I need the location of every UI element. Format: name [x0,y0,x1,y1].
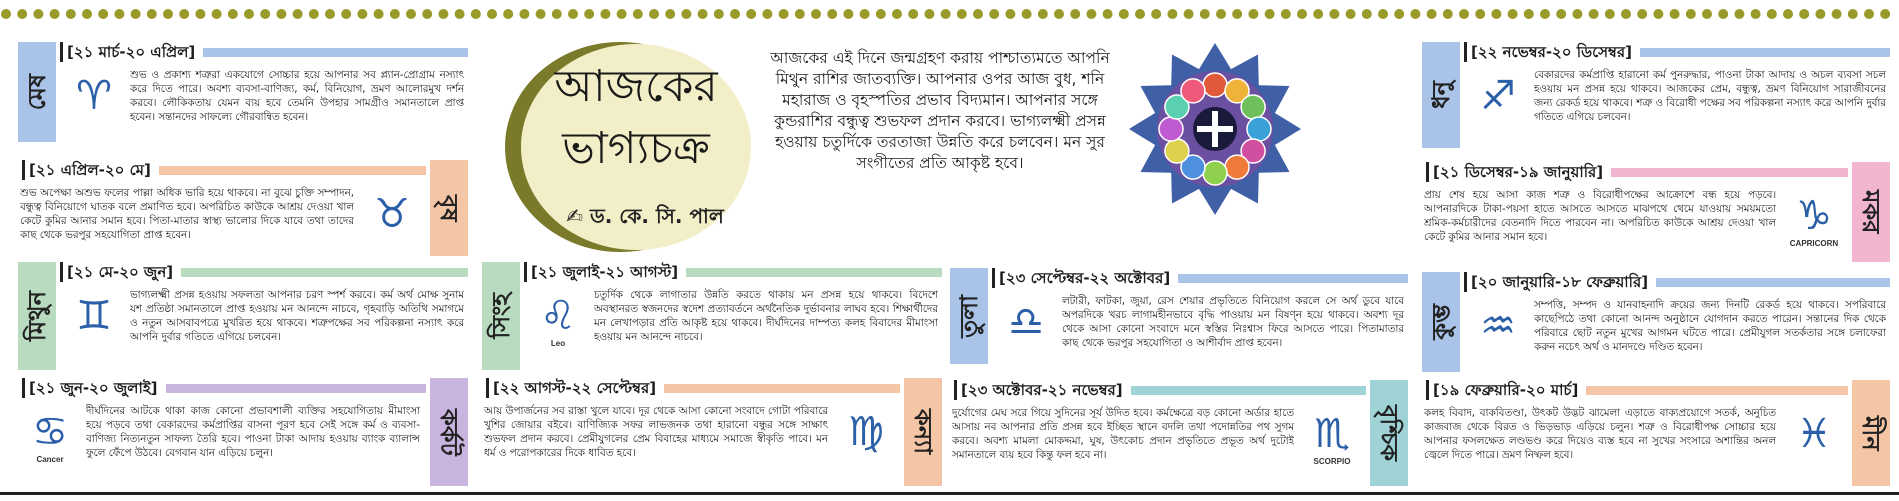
border-dot [1540,9,1550,19]
border-dot [1670,9,1680,19]
sign-forecast-text: শুভ অপেক্ষা অশুভ ফলের পাল্লা অধিক ভারি হয়ে থাকবে। না বুঝে চুক্তি সম্পাদন, বন্ধুত্ব বিনিয়োগে ঘাতক বলে প্রমাণিত হবে। অপরিচিত কাউকে আশ্রয় দেওয়া খাল কেটে কুমির আনার সমান হবে। পিতা-মাতার স্বাস্থ্য ভালোর দিকে যাবে তথা তাদের কাছ থেকে ভরপুর সহযোগিতা প্রাপ্ত হবেন। [20,187,354,241]
sign-name-tab [1852,380,1890,486]
border-dot [568,9,578,19]
sign-name-tab [1852,162,1890,262]
border-dot [325,9,335,19]
sign-icon-caption: SCORPIO [1313,457,1351,466]
sign-section [18,378,468,490]
border-dot [1864,9,1874,19]
border-dot [33,9,43,19]
border-dot [438,9,448,19]
sign-name: কন্যা [909,409,937,455]
wheel-sign-medallion [1165,139,1189,163]
wheel-sign-medallion [1203,73,1227,97]
sign-date-range: [২২ আগস্ট-২২ সেপ্টেম্বর] [486,378,660,398]
pisces-fish-icon: ♓ [1796,411,1832,457]
sign-name-tab [18,262,56,370]
sign-date-range: [২১ জুলাই-২১ আগস্ট] [524,262,682,282]
border-dot [1184,9,1194,19]
border-dot [1427,9,1437,19]
border-dot [827,9,837,19]
sign-date-range: [২০ জানুয়ারি-১৮ ফেব্রুয়ারি] [1464,272,1652,292]
border-dot [989,9,999,19]
border-dot [714,9,724,19]
border-dot [1832,9,1842,19]
border-dot [941,9,951,19]
sign-name: তুলা [955,294,983,338]
border-dot [1783,9,1793,19]
sign-forecast-text: আয় উপার্জনের সব রাস্তা খুলে যাবে। দূর থেকে আসা কোনো সংবাদে গোটা পরিবারে খুশির জোয়ার বইবে। বাণিজ্যিক সফর লাভজনক তথা হারানো বন্ধুর সঙ্গে সাক্ষাৎ শুভফল প্রদান করবে। প্রেমীযুগলের প্রেম বিবাহের মাধ্যমে সমাজে স্বীকৃতি পাবে। মন ধর্ম ও পরোপকারের দিকে ধাবিত হবে। [484,405,828,459]
sign-forecast-text: কলহ বিবাদ, বাকবিতণ্ডা, উৎকট উদ্ভট ঝামেলা এড়াতে বাক্যপ্রয়োগে সতর্ক, অনুচিত কাজবাজ থেকে বিরত ও ভিড়ভাড় এড়িয়ে চলুন। শত্রু ও বিরোধীপক্ষ সোচ্চার হয়ে আপনার ফসলক্ষেত লণ্ডভণ্ড করে দিয়েও ব্যস্ত হবে না সুখের সংসারে অশান্তির অনল জ্বেলে দিতে পারে। ভ্রমণ নিষ্ফল হবে। [1424,407,1776,461]
sign-color-bar [1640,48,1890,57]
border-dot [1297,9,1307,19]
border-dot [1005,9,1015,19]
border-dot [98,9,108,19]
border-dot [892,9,902,19]
sign-date-range: [২৩ অক্টোবর-২১ নভেম্বর] [954,380,1127,400]
top-dot-border [0,6,1899,22]
sign-name: মকর [1857,190,1885,234]
border-dot [1022,9,1032,19]
border-dot [1605,9,1615,19]
border-dot [843,9,853,19]
sign-color-bar [1131,386,1366,395]
sign-forecast-text: ভাগ্যলক্ষ্মী প্রসন্ন হওয়ায় সফলতা আপনার চরণ স্পর্শ করবে। কর্ম অর্থ মোক্ষ সুনাম যশ প্রতিষ্ঠা সমানতালে প্রাপ্ত হওয়ায় মন আনন্দে নাচবে, গৃহবাড়ি অতিথি সমাগমে ও নতুন আসবাবপত্রে মুখরিত হয়ে থাকবে। শত্রুপক্ষের সব পরিকল্পনা নস্যাৎ করে আপনি দুর্বার গতিতে এগিয়ে চলবেন। [130,289,464,343]
border-dot [730,9,740,19]
sign-color-bar [203,48,468,57]
border-dot [795,9,805,19]
border-dot [1751,9,1761,19]
border-dot [374,9,384,19]
border-dot [1,9,11,19]
capricorn-goat-icon: ♑ CAPRICORN [1782,190,1846,242]
sign-date-range: [২২ নভেম্বর-২০ ডিসেম্বর] [1464,42,1636,62]
border-dot [1362,9,1372,19]
border-dot [131,9,141,19]
bottom-rule [0,492,1899,495]
border-dot [1653,9,1663,19]
border-dot [50,9,60,19]
border-dot [1103,9,1113,19]
border-dot [357,9,367,19]
border-dot [519,9,529,19]
wheel-cross [1197,126,1233,132]
border-dot [973,9,983,19]
sign-icon-caption: Leo [550,339,566,348]
sign-section [1422,380,1890,490]
virgo-maiden-icon: ♍ [848,409,884,455]
border-dot [1556,9,1566,19]
border-dot [1410,9,1420,19]
sign-color-bar [159,166,426,175]
sign-date-range: [২৩ সেপ্টেম্বর-২২ অক্টোবর] [992,268,1174,288]
border-dot [1329,9,1339,19]
border-dot [1232,9,1242,19]
border-dot [1589,9,1599,19]
border-dot [422,9,432,19]
sign-section [950,380,1408,490]
border-dot [1491,9,1501,19]
author-name: ড. কে. সি. পাল [590,204,724,228]
sign-date-range: [২১ জুন-২০ জুলাই] [22,378,162,398]
border-dot [876,9,886,19]
border-dot [1265,9,1275,19]
border-dot [811,9,821,19]
border-dot [617,9,627,19]
border-dot [1799,9,1809,19]
border-dot [1475,9,1485,19]
border-dot [17,9,27,19]
border-dot [1443,9,1453,19]
border-dot [66,9,76,19]
sign-date-range: [২১ মার্চ-২০ এপ্রিল] [60,42,199,62]
aquarius-water-bearer-icon: ♒ [1480,303,1516,349]
aries-ram-icon: ♈ [76,73,112,119]
border-dot [1508,9,1518,19]
sign-section [18,262,468,374]
sign-name: কর্কট [435,408,463,456]
sign-icon-caption: CAPRICORN [1789,239,1839,248]
cancer-crab-icon: ♋ Cancer [18,406,82,458]
border-dot [1848,9,1858,19]
border-dot [1281,9,1291,19]
border-dot [147,9,157,19]
sign-name-tab [430,160,468,256]
wheel-sign-medallion [1225,155,1249,179]
sign-name: সিংহ [487,293,515,339]
sign-name-tab [430,378,468,486]
border-dot [260,9,270,19]
sign-name: বৃশ্চিক [1375,404,1403,462]
border-dot [1686,9,1696,19]
sign-name: কুম্ভ [1427,304,1455,340]
sign-name: মীন [1857,415,1885,451]
sign-name: ধনু [1427,81,1455,109]
border-dot [1135,9,1145,19]
border-dot [179,9,189,19]
wheel-sign-medallion [1159,117,1183,141]
border-dot [114,9,124,19]
pen-nib-icon: ✍ [566,204,584,228]
border-dot [536,9,546,19]
border-dot [455,9,465,19]
sign-section [1422,162,1890,266]
sign-forecast-text: লটারী, ফাটকা, জুয়া, রেস শেয়ার প্রভৃতিতে বিনিয়োগ করলে সে অর্থ ডুবে যাবে অপরদিকে খরচ লাগামহীনভাবে বৃদ্ধি পাওয়ায় মন বিষণ্ন হয়ে থাকবে। অবশ্য দূর থেকে আসা কোনো সংবাদে মনে স্বস্তির নিঃশ্বাস ফিরে আসতে পারে। পিতামাতার কাছ থেকে ভরপুর সহযোগিতা ও আশীর্বাদ প্রাপ্ত হবেন। [1062,295,1404,349]
border-dot [406,9,416,19]
sign-name-tab [1422,42,1460,148]
sign-forecast-text: দীর্ঘদিনের আটকে থাকা কাজ কোনো প্রভাবশালী ব্যক্তির সহযোগিতায় মীমাংসা হয়ে পড়বে তথা বেকারদের কর্মপ্রাপ্তির বাসনা পূরণ হবে সেই সঙ্গে কর্ম ও ব্যবসা-বাণিজ্য নিত্যনতুন সাফল্য তৈরি হবে। পাওনা টাকা আদায় হওয়ায় ব্যাংক ব্যালান্স ফুলে ফেঁপে উঠবে। বেগবান যান এড়িয়ে চলুন। [86,405,420,459]
border-dot [1313,9,1323,19]
border-dot [1038,9,1048,19]
border-dot [1718,9,1728,19]
sign-section [482,262,942,374]
sign-section [950,268,1408,368]
gemini-twins-icon: ♊ [76,293,112,339]
wheel-sign-medallion [1203,161,1227,185]
title-block [505,42,765,252]
border-dot [1346,9,1356,19]
border-dot [195,9,205,19]
zodiac-wheel-icon [1125,42,1305,217]
border-dot [341,9,351,19]
border-dot [1524,9,1534,19]
border-dot [1086,9,1096,19]
border-dot [212,9,222,19]
sign-forecast-text: বেকারদের কর্মপ্রাপ্তি হারানো কর্ম পুনরুদ্ধার, পাওনা টাকা আদায় ও অচল ব্যবসা সচল হওয়ায় মন প্রসন্ন হয়ে থাকবে। আজকের প্রেম, বন্ধুত্ব, ভ্রমণ বিনিয়োগ সারাজীবনের জন্য রেকর্ড হয়ে থাকবে। শত্রু ও বিরোধী পক্ষের সব পরিকল্পনা নস্যাৎ করে আপনি দুর্বার গতিতে এগিয়ে চলবেন। [1534,69,1886,123]
border-dot [908,9,918,19]
border-dot [1216,9,1226,19]
page-title-line2: ভাগ্যচক্র [562,123,710,174]
border-dot [471,9,481,19]
sign-name-tab [18,42,56,142]
taurus-bull-icon: ♉ [374,191,410,237]
border-dot [957,9,967,19]
border-dot [584,9,594,19]
sign-section [18,42,468,146]
border-dot [82,9,92,19]
border-dot [681,9,691,19]
border-dot [665,9,675,19]
border-dot [309,9,319,19]
border-dot [698,9,708,19]
scorpio-scorpion-icon: ♏ SCORPIO [1300,408,1364,460]
sign-name: মিথুন [23,290,51,342]
border-dot [924,9,934,19]
intro-paragraph: আজকের এই দিনে জন্মগ্রহণ করায় পাশ্চাত্যমতে আপনি মিথুন রাশির জাতব্যক্তি। আপনার ওপর আজ বুধ, শনি মহারাজ ও বৃহস্পতির প্রভাব বিদ্যমান। আপনার সঙ্গে কুন্ডরাশির বন্ধুত্ব শুভফল প্রদান করবে। ভাগ্যলক্ষ্মী প্রসন্ন হওয়ায় চতুর্দিকে তরতাজা উন্নতি করে চলবেন। মন সুর সংগীতের প্রতি আকৃষ্ট হবে। [770,49,1110,172]
border-dot [1167,9,1177,19]
border-dot [244,9,254,19]
sign-name-tab [904,378,942,486]
sign-color-bar [1656,278,1890,287]
border-dot [276,9,286,19]
border-dot [1459,9,1469,19]
sign-icon-caption: Cancer [36,455,64,464]
sign-name-tab [482,262,520,370]
border-dot [1880,9,1890,19]
wheel-sign-medallion [1241,95,1265,119]
border-dot [600,9,610,19]
border-dot [390,9,400,19]
wheel-sign-medallion [1247,117,1271,141]
sign-forecast-text: দুর্যোগের মেঘ সরে গিয়ে সুদিনের সূর্য উদিত হবে। কর্মক্ষেত্রে বড় কোনো অর্ডার হাতে আসায় নব আপনার প্রতি প্রসন্ন হবে ইচ্ছিত স্থানে বদলি তথা পদোন্নতির পথ সুগম করবে। অবশ্য মামলা মোকদ্দমা, ঘুষ, উৎকোচ প্রদান প্রভৃতিতে প্রভূত অর্থ দুটোই সমানতালে ব্যয় হবে কিন্তু ফল হবে না। [952,407,1294,461]
sign-color-bar [1178,274,1408,283]
sign-color-bar [1611,168,1848,177]
border-dot [503,9,513,19]
sign-name-tab [1422,272,1460,372]
sign-section [18,160,468,260]
border-dot [1054,9,1064,19]
border-dot [1200,9,1210,19]
libra-scales-icon: ♎ [1008,299,1044,345]
sign-name-tab [950,268,988,364]
sign-color-bar [664,384,900,393]
sign-color-bar [1586,386,1848,395]
border-dot [1378,9,1388,19]
sign-date-range: [১৯ ফেব্রুয়ারি-২০ মার্চ] [1426,380,1582,400]
border-dot [1815,9,1825,19]
sign-name-tab [1370,380,1408,486]
sign-date-range: [২১ মে-২০ জুন] [60,262,177,282]
wheel-sign-medallion [1181,79,1205,103]
sign-name: মেষ [23,73,51,111]
sign-forecast-text: চতুর্দিক থেকে লাগাতার উন্নতি করতে থাকায় মন প্রসন্ন হয়ে থাকবে। বিদেশে অবস্থানরত স্বজনদের স্বদেশ প্রত্যাবর্তনে অর্থনৈতিক দুর্ভাবনার লাঘব হবে। শিক্ষার্থীদের মন লেখাপড়ার প্রতি আকৃষ্ট হয়ে থাকবে। দীর্ঘদিনের দাম্পত্য কলহ বিবাদের মীমাংসা হওয়ায় মন আনন্দে নাচবে। [594,289,938,343]
border-dot [746,9,756,19]
border-dot [1248,9,1258,19]
sign-section [1422,272,1890,376]
sign-forecast-text: সম্পত্তি, সম্পদ ও যানবাহনাদি ক্রয়ের জন্য দিনটি রেকর্ড হয়ে থাকবে। সপরিবারে কাছেপিঠে তথা কোনো আনন্দ অনুষ্ঠানে যোগদান করতে পারেন। সন্তানের দিক থেকে পরিবারে ছোট নতুন মুখের আগমন ঘটতে পারে। প্রেমীযুগল সতর্কতার সঙ্গে চলাফেরা করুন নচেৎ অর্থ ও মানদণ্ডে দণ্ডিত হবেন। [1534,299,1886,353]
border-dot [487,9,497,19]
sign-date-range: [২১ এপ্রিল-২০ মে] [22,160,155,180]
author-byline [545,202,745,235]
border-dot [860,9,870,19]
sign-forecast-text: প্রায় শেষ হয়ে আসা কাজ শত্রু ও বিরোধীপক্ষের আক্রোশে বন্ধ হয়ে পড়বে। আপনারদিকে টাকা-পয়সা হাতে আসতে আসতে মাঝপথে থেমে যাওয়ায় সময়মতো শ্রমিক-কর্মচারীদের বেতনাদি দিতে পারবেন না। অপরিচিত কাউকে আশ্রয় দেওয়া খাল কেটে কুমির আনার সমান হবে। [1424,189,1776,243]
border-dot [293,9,303,19]
border-dot [649,9,659,19]
sign-color-bar [166,384,426,393]
page-title-line1: আজকের [554,61,718,112]
border-dot [1702,9,1712,19]
border-dot [1119,9,1129,19]
border-dot [633,9,643,19]
sign-date-range: [২১ ডিসেম্বর-১৯ জানুয়ারি] [1426,162,1607,182]
border-dot [1621,9,1631,19]
leo-lion-icon: ♌ Leo [526,290,590,342]
sign-forecast-text: শুভ ও প্রকাশ্য শত্রুরা একযোগে সোচ্চার হয়ে আপনার সব প্ল্যান-প্রোগ্রাম নস্যাৎ করে দিতে পারে। অবশ্য ব্যবসা-বাণিজ্য, কর্ম, বিনিয়োগ, ভ্রমণ আলোরমুখ দর্শন করবে। লৌকিকতায় যেমন ব্যয় হবে তেমনি উপহার সামগ্রীও সমানতালে প্রাপ্ত হবেন। সন্তানদের সাফল্যে গৌরবান্বিত হবেন। [130,69,464,123]
border-dot [552,9,562,19]
border-dot [1151,9,1161,19]
border-dot [1637,9,1647,19]
border-dot [163,9,173,19]
border-dot [1070,9,1080,19]
sign-color-bar [181,268,468,277]
border-dot [779,9,789,19]
sign-section [482,378,942,490]
border-dot [1394,9,1404,19]
border-dot [228,9,238,19]
border-dot [1572,9,1582,19]
sagittarius-archer-icon: ♐ [1480,73,1516,119]
border-dot [762,9,772,19]
border-dot [1734,9,1744,19]
border-dot [1767,9,1777,19]
sign-section [1422,42,1890,152]
sign-name: বৃষ [435,194,463,222]
sign-color-bar [686,268,942,277]
